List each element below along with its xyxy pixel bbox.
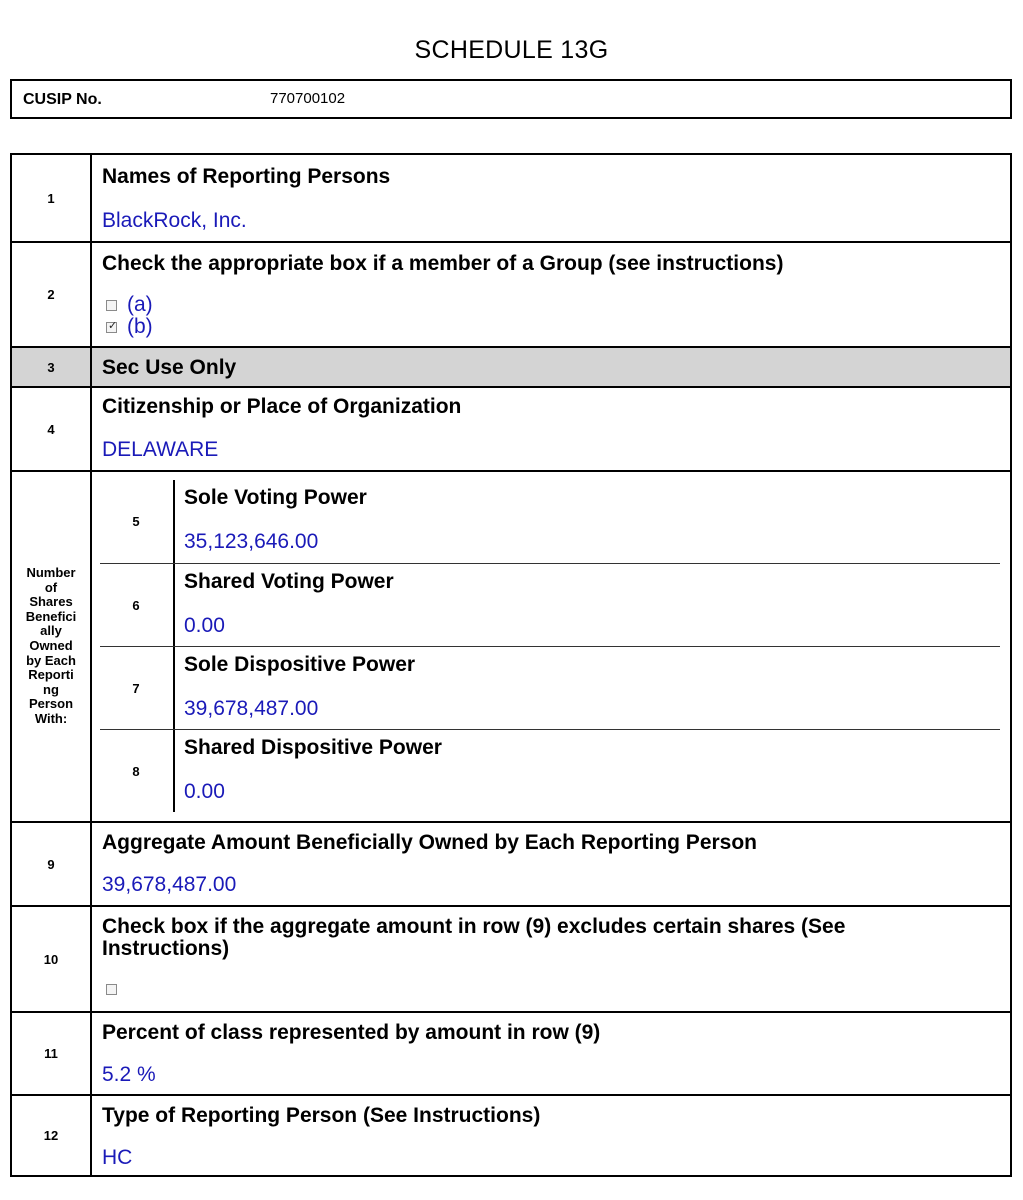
checkmark-icon: ✓ xyxy=(108,319,118,332)
row-number: 3 xyxy=(12,348,92,386)
label-line: Shares xyxy=(29,594,73,610)
row-number: 10 xyxy=(12,907,92,1011)
group-option-a[interactable] xyxy=(106,294,153,316)
row-number: 2 xyxy=(12,243,92,346)
row-number: 12 xyxy=(12,1096,92,1175)
citizenship-value: DELAWARE xyxy=(102,438,219,461)
sole-voting-power-row xyxy=(100,480,1000,563)
row-citizenship xyxy=(12,386,1010,470)
row-names-of-reporting-persons xyxy=(12,155,1010,241)
percent-of-class-value: 5.2 % xyxy=(102,1063,156,1086)
row-label: Shared Voting Power xyxy=(184,570,394,593)
row-label: Sole Dispositive Power xyxy=(184,653,416,676)
row-number: 11 xyxy=(12,1013,92,1094)
row-number: 4 xyxy=(12,388,92,470)
row-type-of-reporting-person xyxy=(12,1094,1010,1175)
shared-voting-power-value: 0.00 xyxy=(184,614,225,637)
row-aggregate-amount xyxy=(12,821,1010,905)
row-sec-use-only xyxy=(12,346,1010,386)
label-line: of xyxy=(44,579,58,595)
row-label-line-2: Instructions) xyxy=(102,937,230,960)
row-label: Percent of class represented by amount in row (9) xyxy=(102,1021,601,1044)
cusip-number: 770700102 xyxy=(270,90,346,107)
reporting-person-type-value: HC xyxy=(102,1146,133,1169)
sole-voting-power-value: 35,123,646.00 xyxy=(184,530,319,553)
label-line: Reporti xyxy=(28,667,74,683)
row-number: 9 xyxy=(12,823,92,905)
vertical-divider xyxy=(173,564,175,647)
reporting-person-name: BlackRock, Inc. xyxy=(102,209,247,232)
row-label: Names of Reporting Persons xyxy=(102,165,391,188)
vertical-divider xyxy=(173,647,175,730)
label-line: by Each xyxy=(26,652,76,668)
row-excludes-certain-shares xyxy=(12,905,1010,1011)
row-label: Check the appropriate box if a member of a Group (see instructions) xyxy=(102,252,784,275)
label-line: Benefici xyxy=(25,608,77,624)
label-line: With: xyxy=(34,710,68,726)
shares-block-label xyxy=(12,472,92,821)
checkbox-a[interactable] xyxy=(106,300,117,311)
shared-dispositive-power-row xyxy=(100,729,1000,812)
sole-dispositive-power-row xyxy=(100,646,1000,729)
checkbox-excludes-shares[interactable] xyxy=(106,984,117,995)
checkbox-b[interactable] xyxy=(106,319,118,333)
shared-dispositive-power-value: 0.00 xyxy=(184,780,225,803)
cover-page-table xyxy=(10,153,1012,1177)
label-line: Person xyxy=(28,696,74,712)
cusip-box xyxy=(10,79,1012,119)
row-number: 6 xyxy=(132,597,140,613)
cusip-label: CUSIP No. xyxy=(23,91,102,108)
row-label-line-1: Check box if the aggregate amount in row (9) excludes certain shares (See xyxy=(102,915,846,938)
aggregate-amount-value: 39,678,487.00 xyxy=(102,873,237,896)
row-number: 7 xyxy=(132,680,140,696)
label-line: Number xyxy=(26,565,76,580)
label-line: Owned xyxy=(29,637,73,653)
excludes-shares-option[interactable] xyxy=(106,984,117,995)
shared-voting-power-row xyxy=(100,563,1000,646)
page-title: SCHEDULE 13G xyxy=(414,36,609,64)
row-number: 1 xyxy=(12,155,92,241)
sole-dispositive-power-value: 39,678,487.00 xyxy=(184,697,319,720)
label-line: ally xyxy=(40,623,62,639)
row-label: Aggregate Amount Beneficially Owned by Each Reporting Person xyxy=(102,831,757,854)
option-letter: (a) xyxy=(127,293,153,316)
row-label: Sec Use Only xyxy=(102,356,237,379)
row-number: 5 xyxy=(132,514,140,529)
row-number: 8 xyxy=(132,763,140,779)
row-label: Type of Reporting Person (See Instructions) xyxy=(102,1104,541,1127)
vertical-divider xyxy=(173,730,175,812)
row-label: Sole Voting Power xyxy=(184,486,367,509)
option-letter: (b) xyxy=(127,315,153,338)
vertical-divider xyxy=(173,480,175,563)
row-group-member-check xyxy=(12,241,1010,346)
group-option-b[interactable] xyxy=(106,316,153,338)
row-label: Shared Dispositive Power xyxy=(184,736,442,759)
label-line: ng xyxy=(43,681,59,697)
row-percent-of-class xyxy=(12,1011,1010,1094)
row-label: Citizenship or Place of Organization xyxy=(102,395,462,418)
shares-beneficially-owned-block xyxy=(12,470,1010,821)
